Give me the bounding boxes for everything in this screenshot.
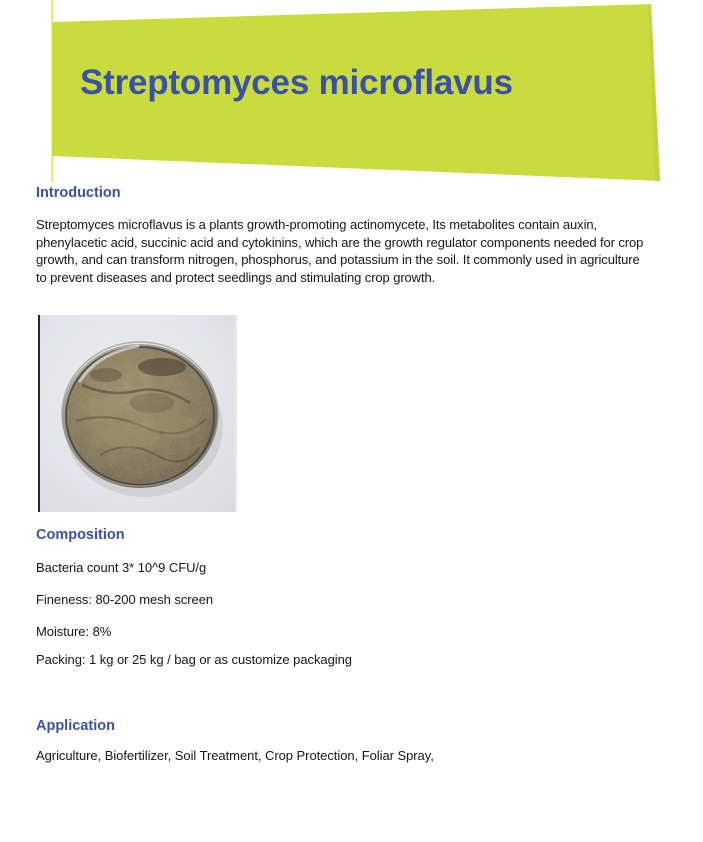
page-banner [0,0,703,195]
composition-line-fineness: Fineness: 80-200 mesh screen [36,592,214,607]
composition-line-packing: Packing: 1 kg or 25 kg / bag or as customize packaging [36,652,352,667]
composition-heading: Composition [36,527,125,543]
application-heading: Application [36,718,115,734]
composition-line-bacteria-count: Bacteria count 3* 10^9 CFU/g [36,560,207,575]
petri-dish-image [40,315,235,512]
application-list: Agriculture, Biofertilizer, Soil Treatment, Crop Protection, Foliar Spray, [36,748,434,763]
introduction-paragraph: Streptomyces microflavus is a plants growth-promoting actinomycete, Its metabolites contain auxin, phenylacetic acid, succinic acid and cytokinins, which are the growth regulator components needed for crop growth, and can transform nitrogen, phosphorus, and potassium in the soil. It commonly used in agriculture to prevent diseases and protect seedlings and stimulating crop growth. [36,217,644,285]
introduction-heading: Introduction [36,185,121,201]
page-title: Streptomyces microflavus [80,63,513,102]
composition-line-moisture: Moisture: 8% [36,624,112,639]
product-photo [38,315,237,512]
